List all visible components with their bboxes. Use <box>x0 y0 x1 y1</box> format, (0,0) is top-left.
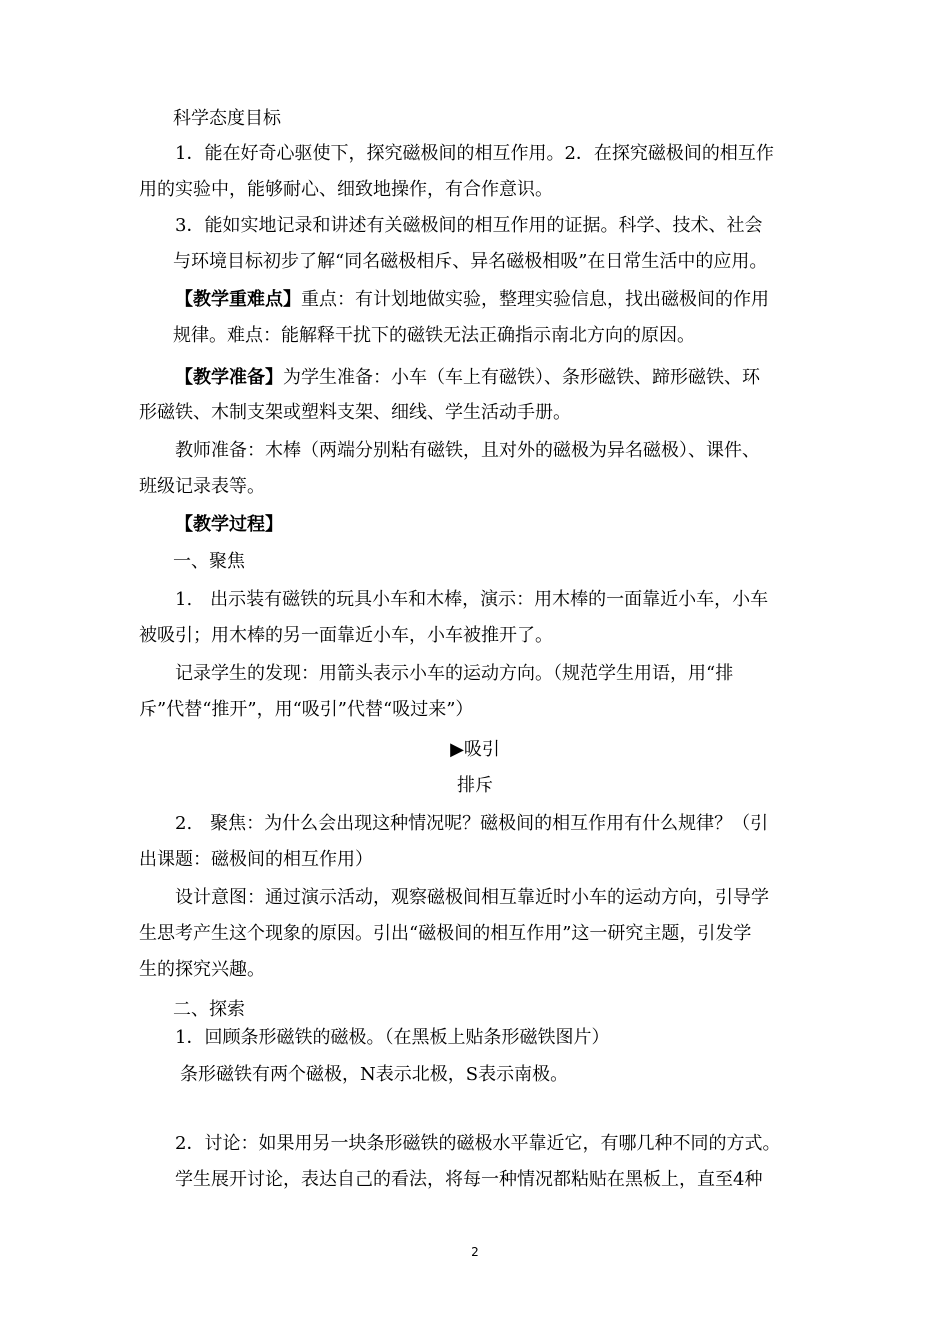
paragraph-line: 生的探究兴趣。 <box>139 959 265 980</box>
paragraph-line: 班级记录表等。 <box>139 476 265 497</box>
diagram-label-attract: ▶吸引 <box>450 739 500 760</box>
paragraph-line: 记录学生的发现：用箭头表示小车的运动方向。（规范学生用语，用“排 <box>175 663 734 684</box>
paragraph-line: 用的实验中，能够耐心、细致地操作，有合作意识。 <box>139 179 553 200</box>
paragraph-line: 一、聚焦 <box>173 551 245 572</box>
paragraph-line: 教师准备：木棒（两端分别粘有磁铁，且对外的磁极为异名磁极）、课件、 <box>175 440 760 461</box>
paragraph-line: 设计意图：通过演示活动，观察磁极间相互靠近时小车的运动方向，引导学 <box>175 887 769 908</box>
paragraph-line: 学生展开讨论，表达自己的看法，将每一种情况都粘贴在黑板上，直至4种 <box>175 1169 763 1190</box>
section-heading: 【教学重难点】 <box>175 289 301 310</box>
paragraph-line: 条形磁铁有两个磁极，N表示北极，S表示南极。 <box>180 1064 569 1085</box>
paragraph-line: 1．回顾条形磁铁的磁极。（在黑板上贴条形磁铁图片） <box>175 1027 610 1048</box>
page-number: 2 <box>471 1245 479 1259</box>
paragraph-line: 形磁铁、木制支架或塑料支架、细线、学生活动手册。 <box>139 402 571 423</box>
paragraph-text: 重点：有计划地做实验，整理实验信息，找出磁极间的作用 <box>301 289 769 310</box>
paragraph-line: 斥”代替“推开”，用“吸引”代替“吸过来”） <box>139 699 474 720</box>
paragraph-line: 生思考产生这个现象的原因。引出“磁极间的相互作用”这一研究主题，引发学 <box>139 923 752 944</box>
paragraph-text: 为学生准备：小车（车上有磁铁）、条形磁铁、蹄形磁铁、环 <box>283 367 760 388</box>
paragraph-line: 规律。难点：能解释干扰下的磁铁无法正确指示南北方向的原因。 <box>173 325 695 346</box>
diagram-label-repel: 排斥 <box>457 775 493 796</box>
paragraph-line <box>175 366 760 390</box>
paragraph-line: 1．能在好奇心驱使下，探究磁极间的相互作用。2．在探究磁极间的相互作 <box>175 143 774 164</box>
paragraph-line <box>175 288 769 312</box>
paragraph-line: 2. 聚焦：为什么会出现这种情况呢？磁极间的相互作用有什么规律？（引 <box>175 813 769 834</box>
paragraph-line: 3．能如实地记录和讲述有关磁极间的相互作用的证据。科学、技术、社会 <box>175 215 763 236</box>
paragraph-line: 二、探索 <box>173 999 245 1020</box>
paragraph-line: 出课题：磁极间的相互作用） <box>139 849 373 870</box>
section-heading: 【教学准备】 <box>175 367 283 388</box>
paragraph-line: 2．讨论：如果用另一块条形磁铁的磁极水平靠近它，有哪几种不同的方式。 <box>175 1133 781 1154</box>
paragraph-line: 与环境目标初步了解“同名磁极相斥、异名磁极相吸”在日常生活中的应用。 <box>173 251 768 272</box>
paragraph-line <box>175 513 283 537</box>
paragraph-line: 1. 出示装有磁铁的玩具小车和木棒，演示：用木棒的一面靠近小车，小车 <box>175 589 769 610</box>
paragraph-line: 科学态度目标 <box>173 108 281 129</box>
paragraph-line: 被吸引；用木棒的另一面靠近小车，小车被推开了。 <box>139 625 553 646</box>
section-heading: 【教学过程】 <box>175 514 283 535</box>
